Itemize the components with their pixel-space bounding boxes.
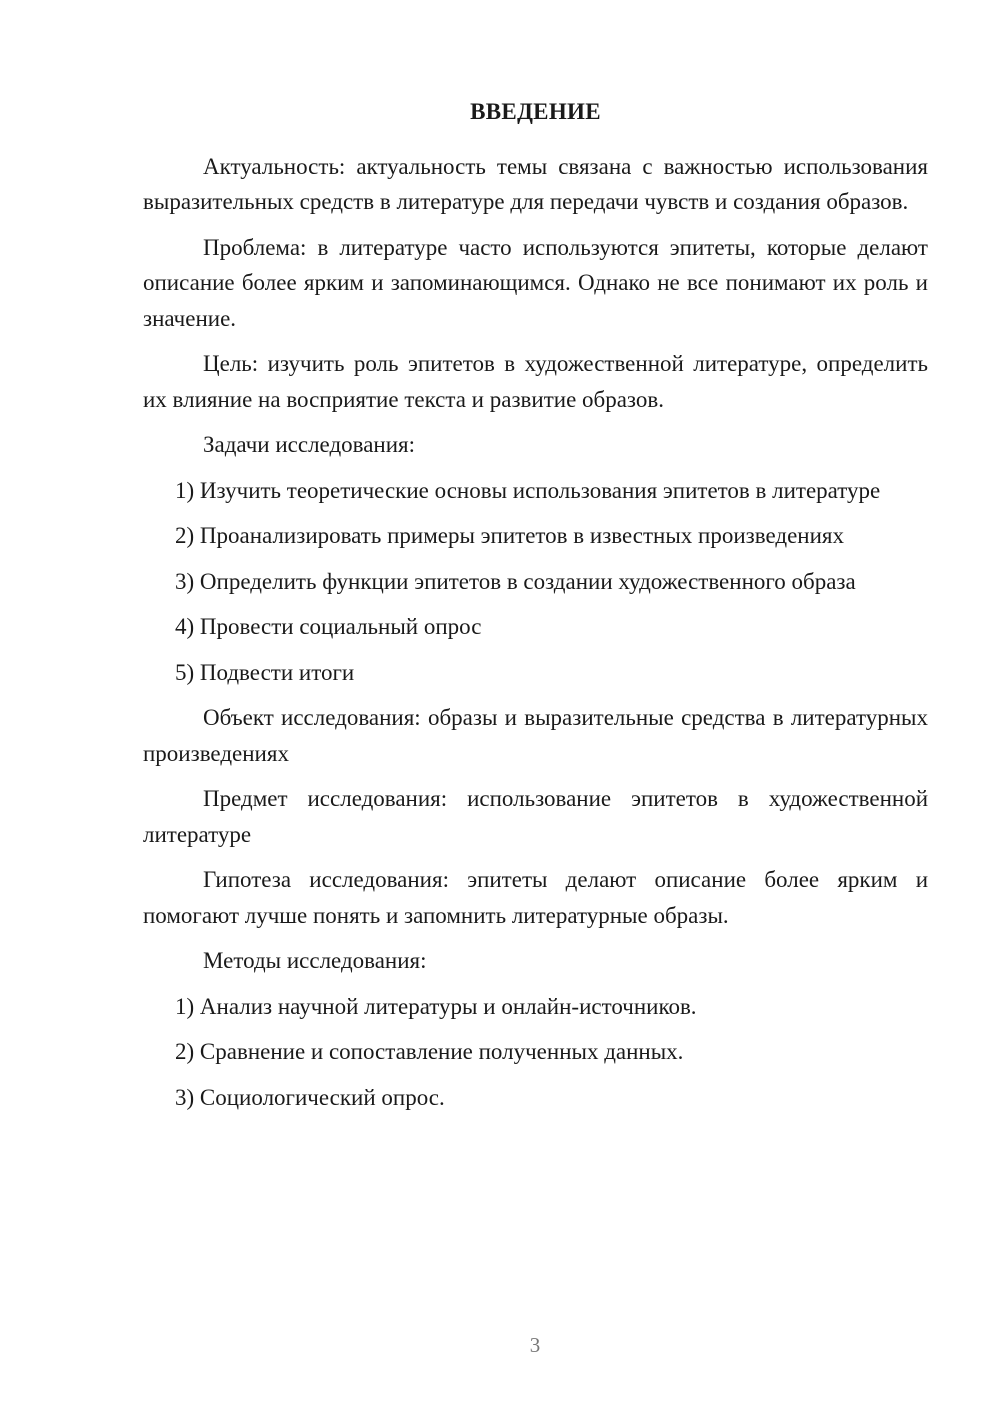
task-item-5: 5) Подвести итоги [175,659,355,685]
task-item-4: 4) Провести социальный опрос [175,614,482,639]
hypothesis-paragraph: Гипотеза исследования: эпитеты делают описание более ярким и помогают лучше понять и запомнить литературные образы. [143,867,928,928]
methods-heading: Методы исследования: [203,948,427,973]
subject-paragraph: Предмет исследования: использование эпитетов в художественной литературе [143,786,928,847]
relevance-paragraph: Актуальность: актуальность темы связана с важностью использования выразительных средств в литературе для передачи чувств и создания образов. [143,153,928,214]
page-content [143,94,928,1125]
problem-paragraph: Проблема: в литературе часто используются эпитеты, которые делают описание более ярким и запоминающимся. Однако не все понимают их роль и значение. [143,234,928,331]
task-item-2: 2) Проанализировать примеры эпитетов в известных произведениях [175,523,844,548]
page-title: ВВЕДЕНИЕ [470,99,601,124]
task-item-3: 3) Определить функции эпитетов в создании художественного образа [175,568,856,594]
page-number: 3 [529,1333,541,1357]
task-item-1: 1) Изучить теоретические основы использования эпитетов в литературе [175,477,881,503]
goal-paragraph: Цель: изучить роль эпитетов в художественной литературе, определить их влияние на восприятие текста и развитие образов. [143,351,928,412]
tasks-heading: Задачи исследования: [203,432,416,457]
object-paragraph: Объект исследования: образы и выразительные средства в литературных произведениях [143,705,928,766]
method-item-3: 3) Социологический опрос. [175,1084,445,1110]
method-item-2: 2) Сравнение и сопоставление полученных данных. [175,1039,684,1064]
method-item-1: 1) Анализ научной литературы и онлайн-источников. [175,993,697,1019]
